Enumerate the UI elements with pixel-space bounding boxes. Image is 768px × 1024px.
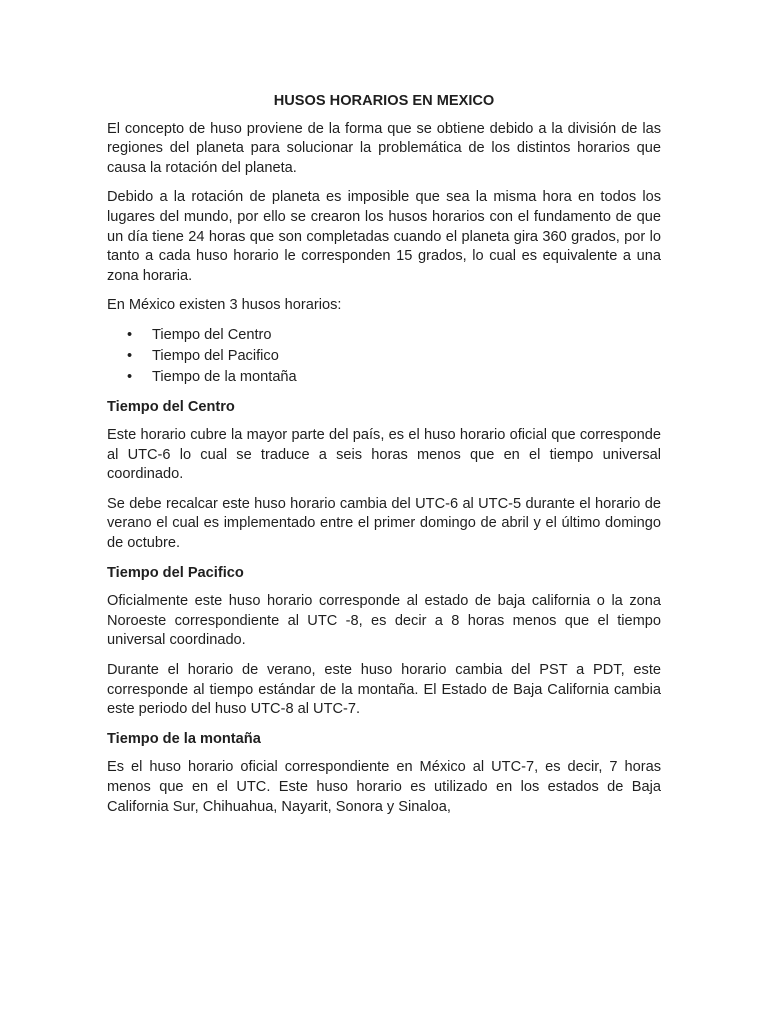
intro-paragraph-2: Debido a la rotación de planeta es imposible que sea la misma hora en todos los lugares del mundo, por ello se crearon los husos horarios con el fundamento de que un día tiene 24 horas que son completadas cuando el planeta gira 360 grados, por lo tanto a cada huso horario le corresponden 15 grados, lo cual es equivalente a una zona horaria. bbox=[107, 189, 661, 284]
list-item-label: Tiempo de la montaña bbox=[152, 368, 297, 385]
section-pacifico-paragraph-2: Durante el horario de verano, este huso horario cambia del PST a PDT, este corresponde al tiempo estándar de la montaña. El Estado de Baja California cambia este periodo del huso UTC-8 al UTC-7. bbox=[107, 662, 661, 718]
list-item-label: Tiempo del Pacifico bbox=[152, 347, 279, 364]
section-heading-montana: Tiempo de la montaña bbox=[107, 730, 261, 747]
intro-paragraph-1: El concepto de huso proviene de la forma que se obtiene debido a la división de las regiones del planeta para solucionar la problemática de los distintos horarios que causa la rotación del planeta. bbox=[107, 120, 661, 176]
list-item bbox=[127, 326, 661, 346]
list-item bbox=[127, 368, 661, 388]
section-heading-pacifico: Tiempo del Pacifico bbox=[107, 564, 244, 581]
section-heading-centro: Tiempo del Centro bbox=[107, 398, 235, 415]
section-centro-paragraph-2: Se debe recalcar este huso horario cambia del UTC-6 al UTC-5 durante el horario de verano el cual es implementado entre el primer domingo de abril y el último domingo de octubre. bbox=[107, 495, 661, 552]
bullet-icon: • bbox=[127, 326, 133, 343]
section-centro-paragraph-1: Este horario cubre la mayor parte del país, es el huso horario oficial que corresponde al UTC-6 lo cual se traduce a seis horas menos que en el tiempo universal coordinado. bbox=[107, 427, 661, 483]
list-item bbox=[127, 347, 661, 367]
document-page bbox=[107, 92, 661, 827]
bullet-icon: • bbox=[127, 368, 133, 385]
section-montana-paragraph-1: Es el huso horario oficial correspondiente en México al UTC-7, es decir, 7 horas menos que en el UTC. Este huso horario es utilizado en los estados de Baja California Sur, Chihuahua, Nayarit, Sonora y Sinaloa, bbox=[107, 759, 661, 815]
bullet-icon: • bbox=[127, 347, 133, 364]
list-item-label: Tiempo del Centro bbox=[152, 326, 272, 343]
timezone-list bbox=[107, 326, 661, 388]
document-title: HUSOS HORARIOS EN MEXICO bbox=[273, 93, 495, 109]
section-pacifico-paragraph-1: Oficialmente este huso horario corresponde al estado de baja california o la zona Noroeste correspondiente al UTC -8, es decir a 8 horas menos que el tiempo universal coordinado. bbox=[107, 593, 661, 649]
intro-paragraph-3: En México existen 3 husos horarios: bbox=[107, 297, 342, 314]
